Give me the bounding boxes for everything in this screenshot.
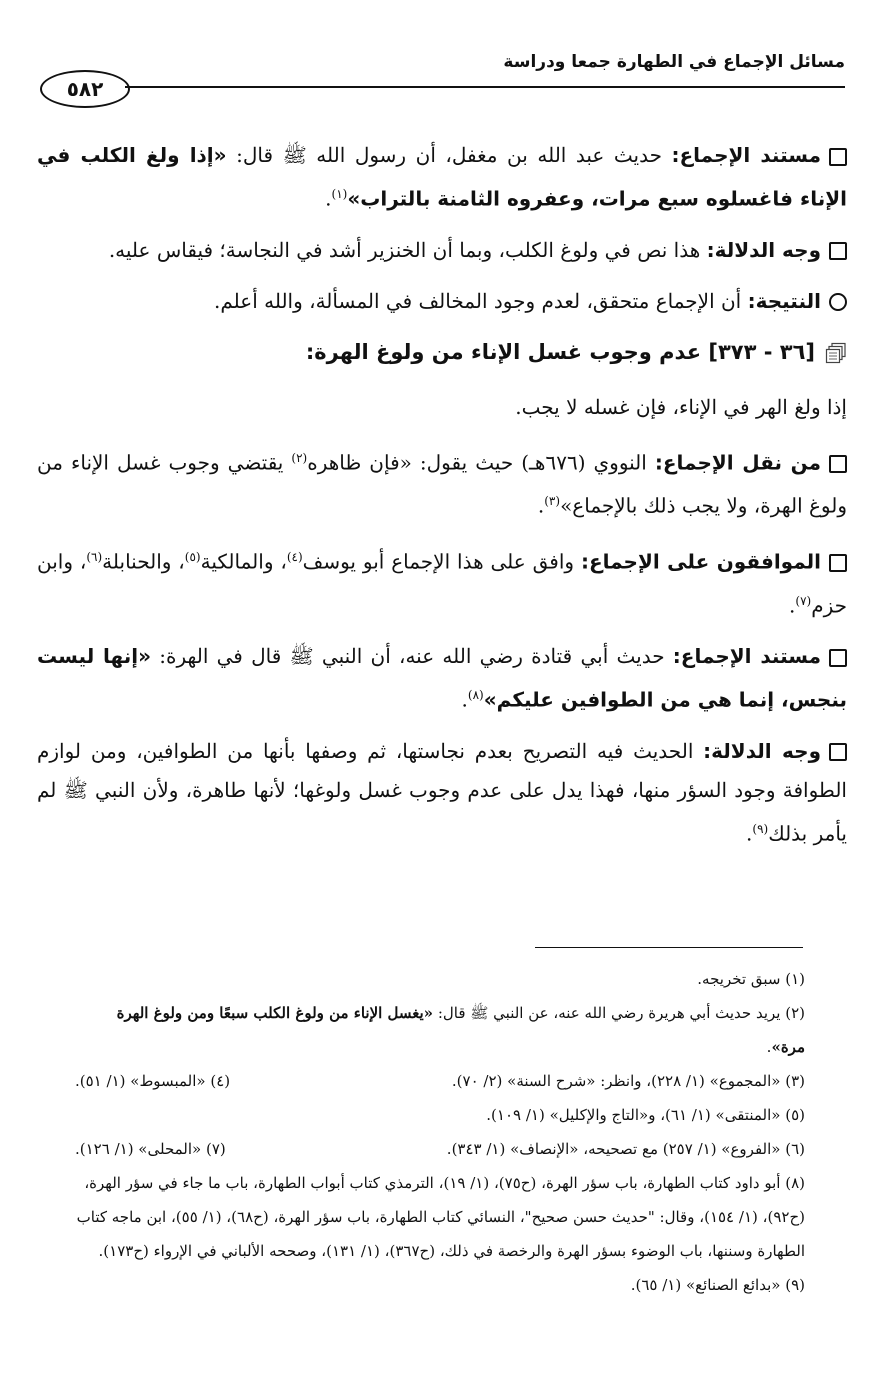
paragraph-agreeing <box>37 538 847 625</box>
section-heading <box>37 333 847 372</box>
footnote-ref: (٨) <box>467 688 484 703</box>
footnote-ref: (٥) <box>184 549 201 564</box>
square-bullet-icon <box>829 743 847 761</box>
square-bullet-icon <box>829 455 847 473</box>
paragraph-evidence-1 <box>37 136 847 219</box>
footnote-ref: (٣) <box>544 494 561 509</box>
footnote-1: (١) سبق تخريجه. <box>697 970 805 988</box>
footnotes <box>75 962 805 1302</box>
square-bullet-icon <box>829 649 847 667</box>
footnote-3: (٣) «المجموع» (١/ ٢٢٨)، وانظر: «شرح السنة» (٢/ ٧٠). <box>451 1072 805 1090</box>
footnote-7: (٧) «المحلى» (١/ ١٢٦). <box>75 1140 226 1158</box>
footnote-ref: (٢) <box>291 450 308 465</box>
footnote-9: (٩) «بدائع الصنائع» (١/ ٦٥). <box>630 1276 805 1294</box>
paragraph-issue <box>37 388 847 427</box>
footnote-ref: (٦) <box>86 549 103 564</box>
paragraph-lead: مستند الإجماع: <box>671 143 821 167</box>
footnote-separator <box>535 947 803 948</box>
running-title: مسائل الإجماع في الطهارة جمعا ودراسة <box>503 52 845 72</box>
paragraph-text: ، والمالكية <box>200 549 287 574</box>
square-bullet-icon <box>829 242 847 260</box>
footnote-5: (٥) «المنتقى» (١/ ٦١)، و«التاج والإكليل» (١/ ١٠٩). <box>486 1106 805 1124</box>
hadith-quote: «إذا ولغ الكلب في الإناء فاغسلوه سبع مرات، وعفروه الثامنة بالتراب» <box>37 143 847 211</box>
footnote-8: (٨) أبو داود كتاب الطهارة، باب سؤر الهرة، (ح٧٥)، (١/ ١٩)، الترمذي كتاب أبواب الطهارة، باب ما جاء في سؤر الهرة، (ح٩٢)، (١/ ١٥٤)، وقال: "حديث حسن صحيح"، النسائي كتاب الطهارة، باب سؤر الهرة، (ح٦٨)، (١/ ٥٥)، ابن ماجه كتاب الطهارة وسننها، باب الوضوء بسؤر الهرة والرخصة في ذلك، (ح٣٦٧)، (١/ ١٣١)، وصححه الألباني في الإرواء (ح١٧٣). <box>76 1174 805 1260</box>
footnote-ref: (٩) <box>752 821 769 836</box>
page-number: ٥٨٢ <box>40 70 130 108</box>
main-text <box>37 136 847 866</box>
paragraph-text: ، والحنابلة <box>102 549 185 574</box>
paragraph-tail: . <box>325 186 332 211</box>
paragraph-text: يقتضي وجوب غسل الإناء من ولوغ الهرة، ولا يجب ذلك بالإجماع» <box>37 450 847 518</box>
paragraph-lead: مستند الإجماع: <box>672 644 821 669</box>
paragraph-consensus-source <box>37 439 847 526</box>
paragraph-tail: . <box>746 821 753 846</box>
paragraph-text: حديث أبي قتادة رضي الله عنه، أن النبي ﷺ قال في الهرة: <box>151 644 673 669</box>
footnote-4: (٤) «المبسوط» (١/ ٥١). <box>75 1072 231 1090</box>
square-bullet-icon <box>829 554 847 572</box>
paragraph-text: أن الإجماع متحقق، لعدم وجود المخالف في المسألة، والله أعلم. <box>213 288 748 313</box>
footnote-hadith: «يغسل الإناء من ولوغ الكلب سبعًا ومن ولوغ الهرة مرة» <box>116 1004 805 1056</box>
square-bullet-icon <box>829 148 847 166</box>
footnote-ref: (٧) <box>795 593 812 608</box>
paragraph-text: وافق على هذا الإجماع أبو يوسف <box>302 549 581 574</box>
paragraph-tail: . <box>537 493 545 518</box>
hadith-quote: «إنها ليست بنجس، إنما هي من الطوافين عليكم» <box>37 644 847 712</box>
circle-bullet-icon <box>829 293 847 311</box>
paragraph-inference-1 <box>37 231 847 270</box>
paragraph-text: النووي (٦٧٦هـ) حيث يقول: «فإن ظاهره <box>307 450 655 475</box>
footnote-6: (٦) «الفروع» (١/ ٢٥٧) مع تصحيحه، «الإنصاف» (١/ ٣٤٣). <box>446 1140 805 1158</box>
paragraph-evidence-2 <box>37 637 847 720</box>
footnote-2 <box>75 996 805 1064</box>
footnote-text: (٢) يريد حديث أبي هريرة رضي الله عنه، عن النبي ﷺ قال: <box>433 1004 805 1022</box>
paragraph-lead: النتيجة: <box>747 288 821 313</box>
heading-text: [٣٦ - ٣٧٣] عدم وجوب غسل الإناء من ولوغ الهرة: <box>305 339 815 364</box>
paragraph-lead: وجه الدلالة: <box>706 237 821 262</box>
paragraph-text: إذا ولغ الهر في الإناء، فإن غسله لا يجب. <box>515 394 847 419</box>
footnote-ref: (٤) <box>286 549 303 564</box>
footnote-row <box>75 1132 805 1166</box>
header-rule <box>125 86 845 88</box>
paragraph-text: حديث عبد الله بن مغفل، أن رسول الله ﷺ قال: <box>226 143 672 167</box>
paragraph-tail: . <box>461 687 468 712</box>
paragraph-text: الحديث فيه التصريح بعدم نجاستها، ثم وصفها بأنها من الطوافين، ومن لوازم الطوافة وجود السؤر منها، فهذا يدل على عدم وجوب غسل ولوغها؛ لأنها طاهرة، ولأن النبي ﷺ لم يأمر بذلك <box>37 738 847 846</box>
paragraph-lead: وجه الدلالة: <box>703 738 821 763</box>
paragraph-result <box>37 282 847 321</box>
paragraph-lead: الموافقون على الإجماع: <box>580 549 821 574</box>
paragraph-lead: من نقل الإجماع: <box>654 450 821 475</box>
copy-pages-icon <box>825 342 847 364</box>
paragraph-text: هذا نص في ولوغ الكلب، وبما أن الخنزير أشد في النجاسة؛ فيقاس عليه. <box>108 237 707 262</box>
footnote-tail: . <box>766 1038 772 1056</box>
paragraph-text: ، وابن حزم <box>37 549 847 618</box>
paragraph-tail: . <box>789 593 796 618</box>
paragraph-inference-2 <box>37 732 847 854</box>
footnote-ref: (١) <box>331 187 348 201</box>
page-header <box>40 44 845 104</box>
footnote-row <box>75 1064 805 1098</box>
